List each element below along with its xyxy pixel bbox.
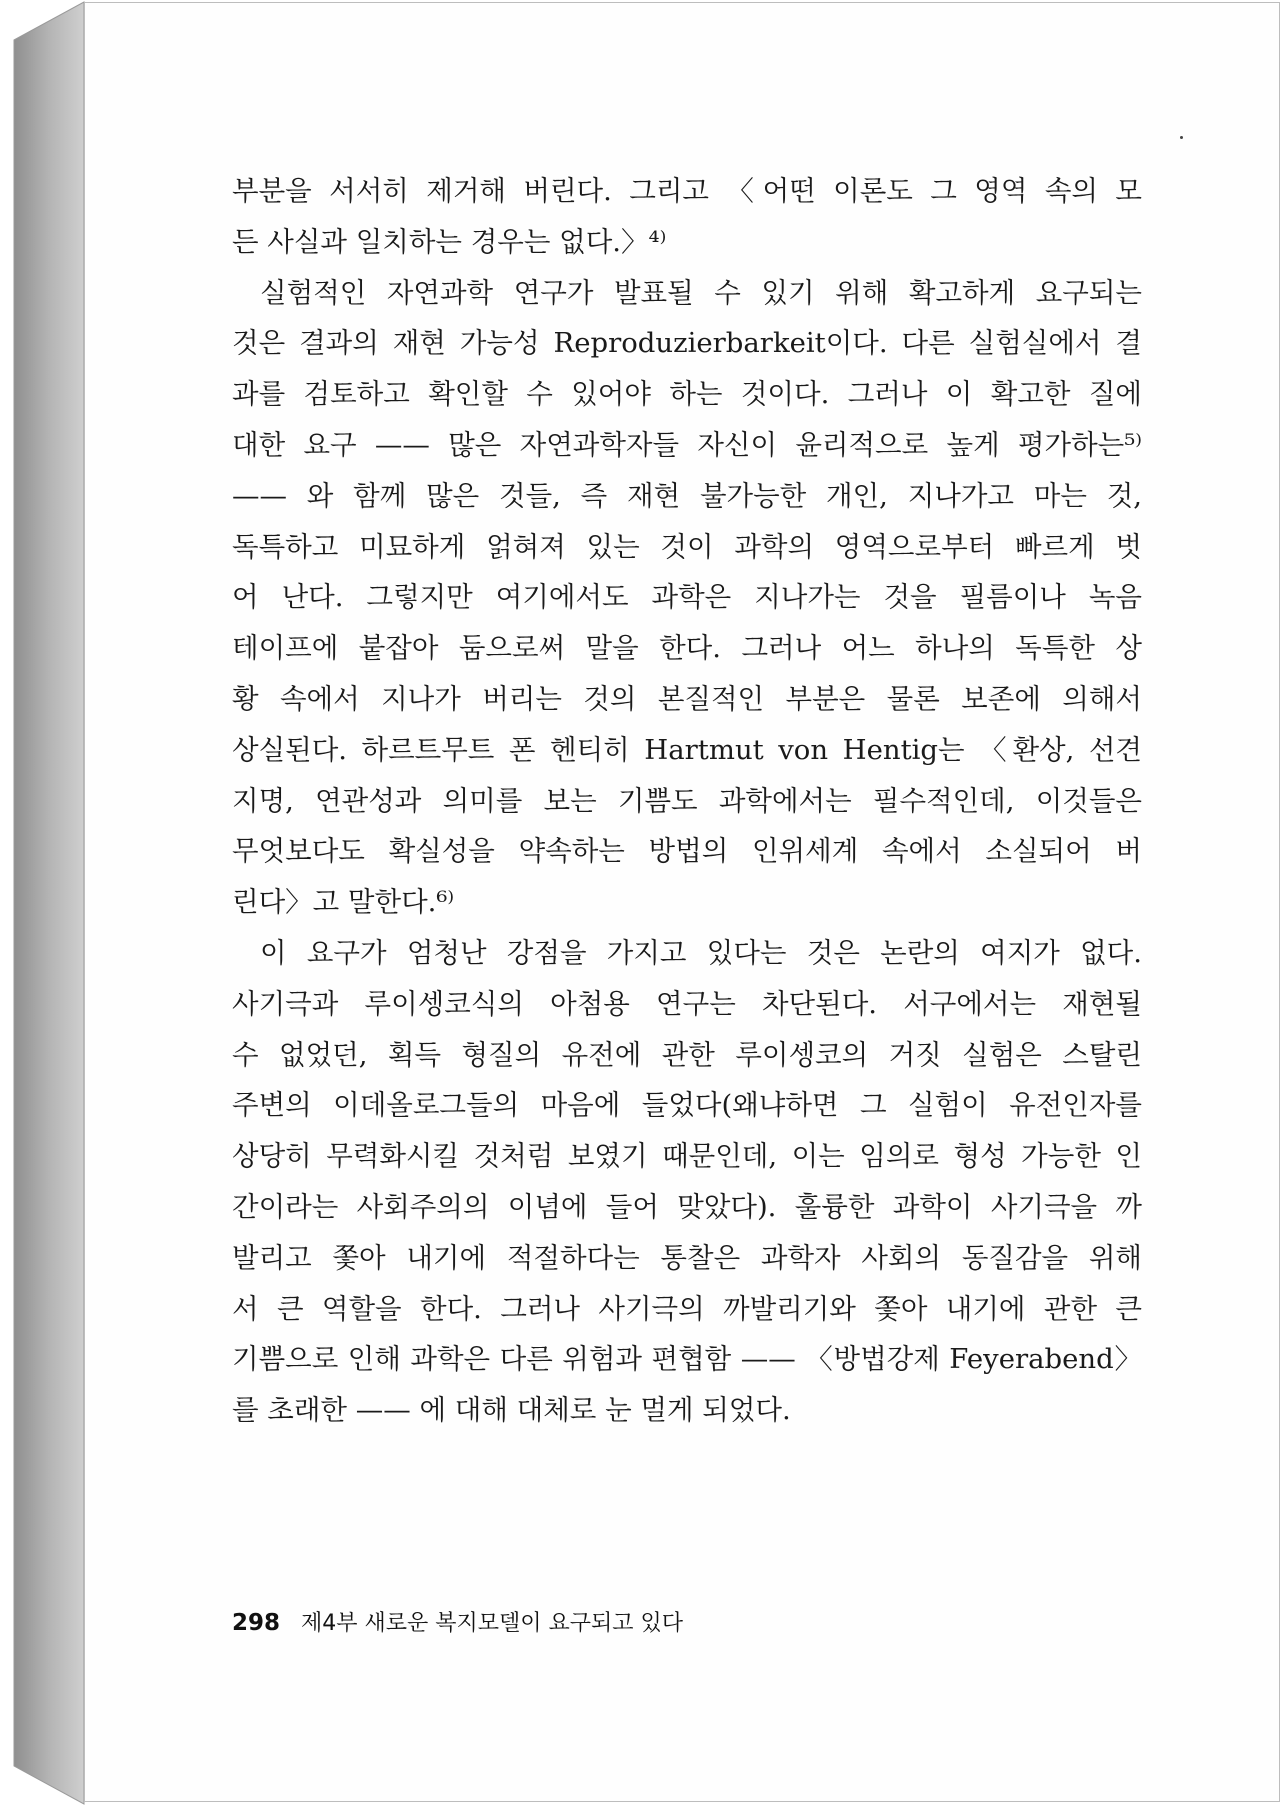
text-line: 발리고 쫓아 내기에 적절하다는 통찰은 과학자 사회의 동질감을 위해 [232, 1241, 1142, 1274]
text-line: 를 초래한 —— 에 대해 대체로 눈 멀게 되었다. [232, 1394, 791, 1427]
text-line: 실험적인 자연과학 연구가 발표될 수 있기 위해 확고하게 요구되는 [260, 276, 1142, 309]
text-line: 과를 검토하고 확인할 수 있어야 하는 것이다. 그러나 이 확고한 질에 [232, 378, 1142, 411]
text-line: 상실된다. 하르트무트 폰 헨티히 Hartmut von Hentig는 〈환상, 선견 [232, 733, 1142, 766]
text-line: 수 없었던, 획득 형질의 유전에 관한 루이셍코의 거짓 실험은 스탈린 [232, 1038, 1142, 1071]
text-line: 기쁨으로 인해 과학은 다른 위험과 편협함 —— 〈방법강제 Feyerabend〉 [232, 1343, 1142, 1376]
text-line: 것은 결과의 재현 가능성 Reproduzierbarkeit이다. 다른 실험실에서 결 [232, 327, 1142, 360]
text-line: —— 와 함께 많은 것들, 즉 재현 불가능한 개인, 지나가고 마는 것, [232, 479, 1142, 512]
text-line: 지명, 연관성과 의미를 보는 기쁨도 과학에서는 필수적인데, 이것들은 [232, 784, 1142, 817]
text-line: 간이라는 사회주의의 이념에 들어 맞았다). 훌륭한 과학이 사기극을 까 [232, 1190, 1142, 1223]
text-line: 독특하고 미묘하게 얽혀져 있는 것이 과학의 영역으로부터 빠르게 벗 [232, 530, 1142, 563]
text-line: 상당히 무력화시킬 것처럼 보였기 때문인데, 이는 임의로 형성 가능한 인 [232, 1140, 1142, 1173]
text-line: 든 사실과 일치하는 경우는 없다.〉⁴⁾ [232, 225, 667, 258]
text-line: 대한 요구 —— 많은 자연과학자들 자신이 윤리적으로 높게 평가하는⁵⁾ [232, 428, 1142, 461]
text-line: 부분을 서서히 제거해 버린다. 그리고 〈어떤 이론도 그 영역 속의 모 [232, 175, 1142, 207]
text-line: 무엇보다도 확실성을 약속하는 방법의 인위세계 속에서 소실되어 버 [232, 835, 1142, 868]
page-speck [1180, 136, 1183, 139]
text-line: 황 속에서 지나가 버리는 것의 본질적인 부분은 물론 보존에 의해서 [232, 682, 1142, 715]
text-line: 테이프에 붙잡아 둠으로써 말을 한다. 그러나 어느 하나의 독특한 상 [232, 632, 1142, 665]
page-footer [232, 1606, 683, 1637]
running-head: 제4부 새로운 복지모델이 요구되고 있다 [301, 1611, 684, 1636]
text-line: 주변의 이데올로그들의 마음에 들었다(왜냐하면 그 실험이 유전인자를 [232, 1089, 1142, 1122]
text-line: 사기극과 루이셍코식의 아첨용 연구는 차단된다. 서구에서는 재현될 [232, 987, 1142, 1020]
text-line: 어 난다. 그렇지만 여기에서도 과학은 지나가는 것을 필름이나 녹음 [232, 581, 1142, 614]
text-line: 린다〉고 말한다.⁶⁾ [232, 886, 455, 919]
text-line: 서 큰 역할을 한다. 그러나 사기극의 까발리기와 쫓아 내기에 관한 큰 [232, 1292, 1142, 1325]
page-number: 298 [232, 1610, 281, 1636]
body-text [232, 166, 1142, 1436]
text-line: 이 요구가 엄청난 강점을 가지고 있다는 것은 논란의 여지가 없다. [260, 936, 1142, 969]
